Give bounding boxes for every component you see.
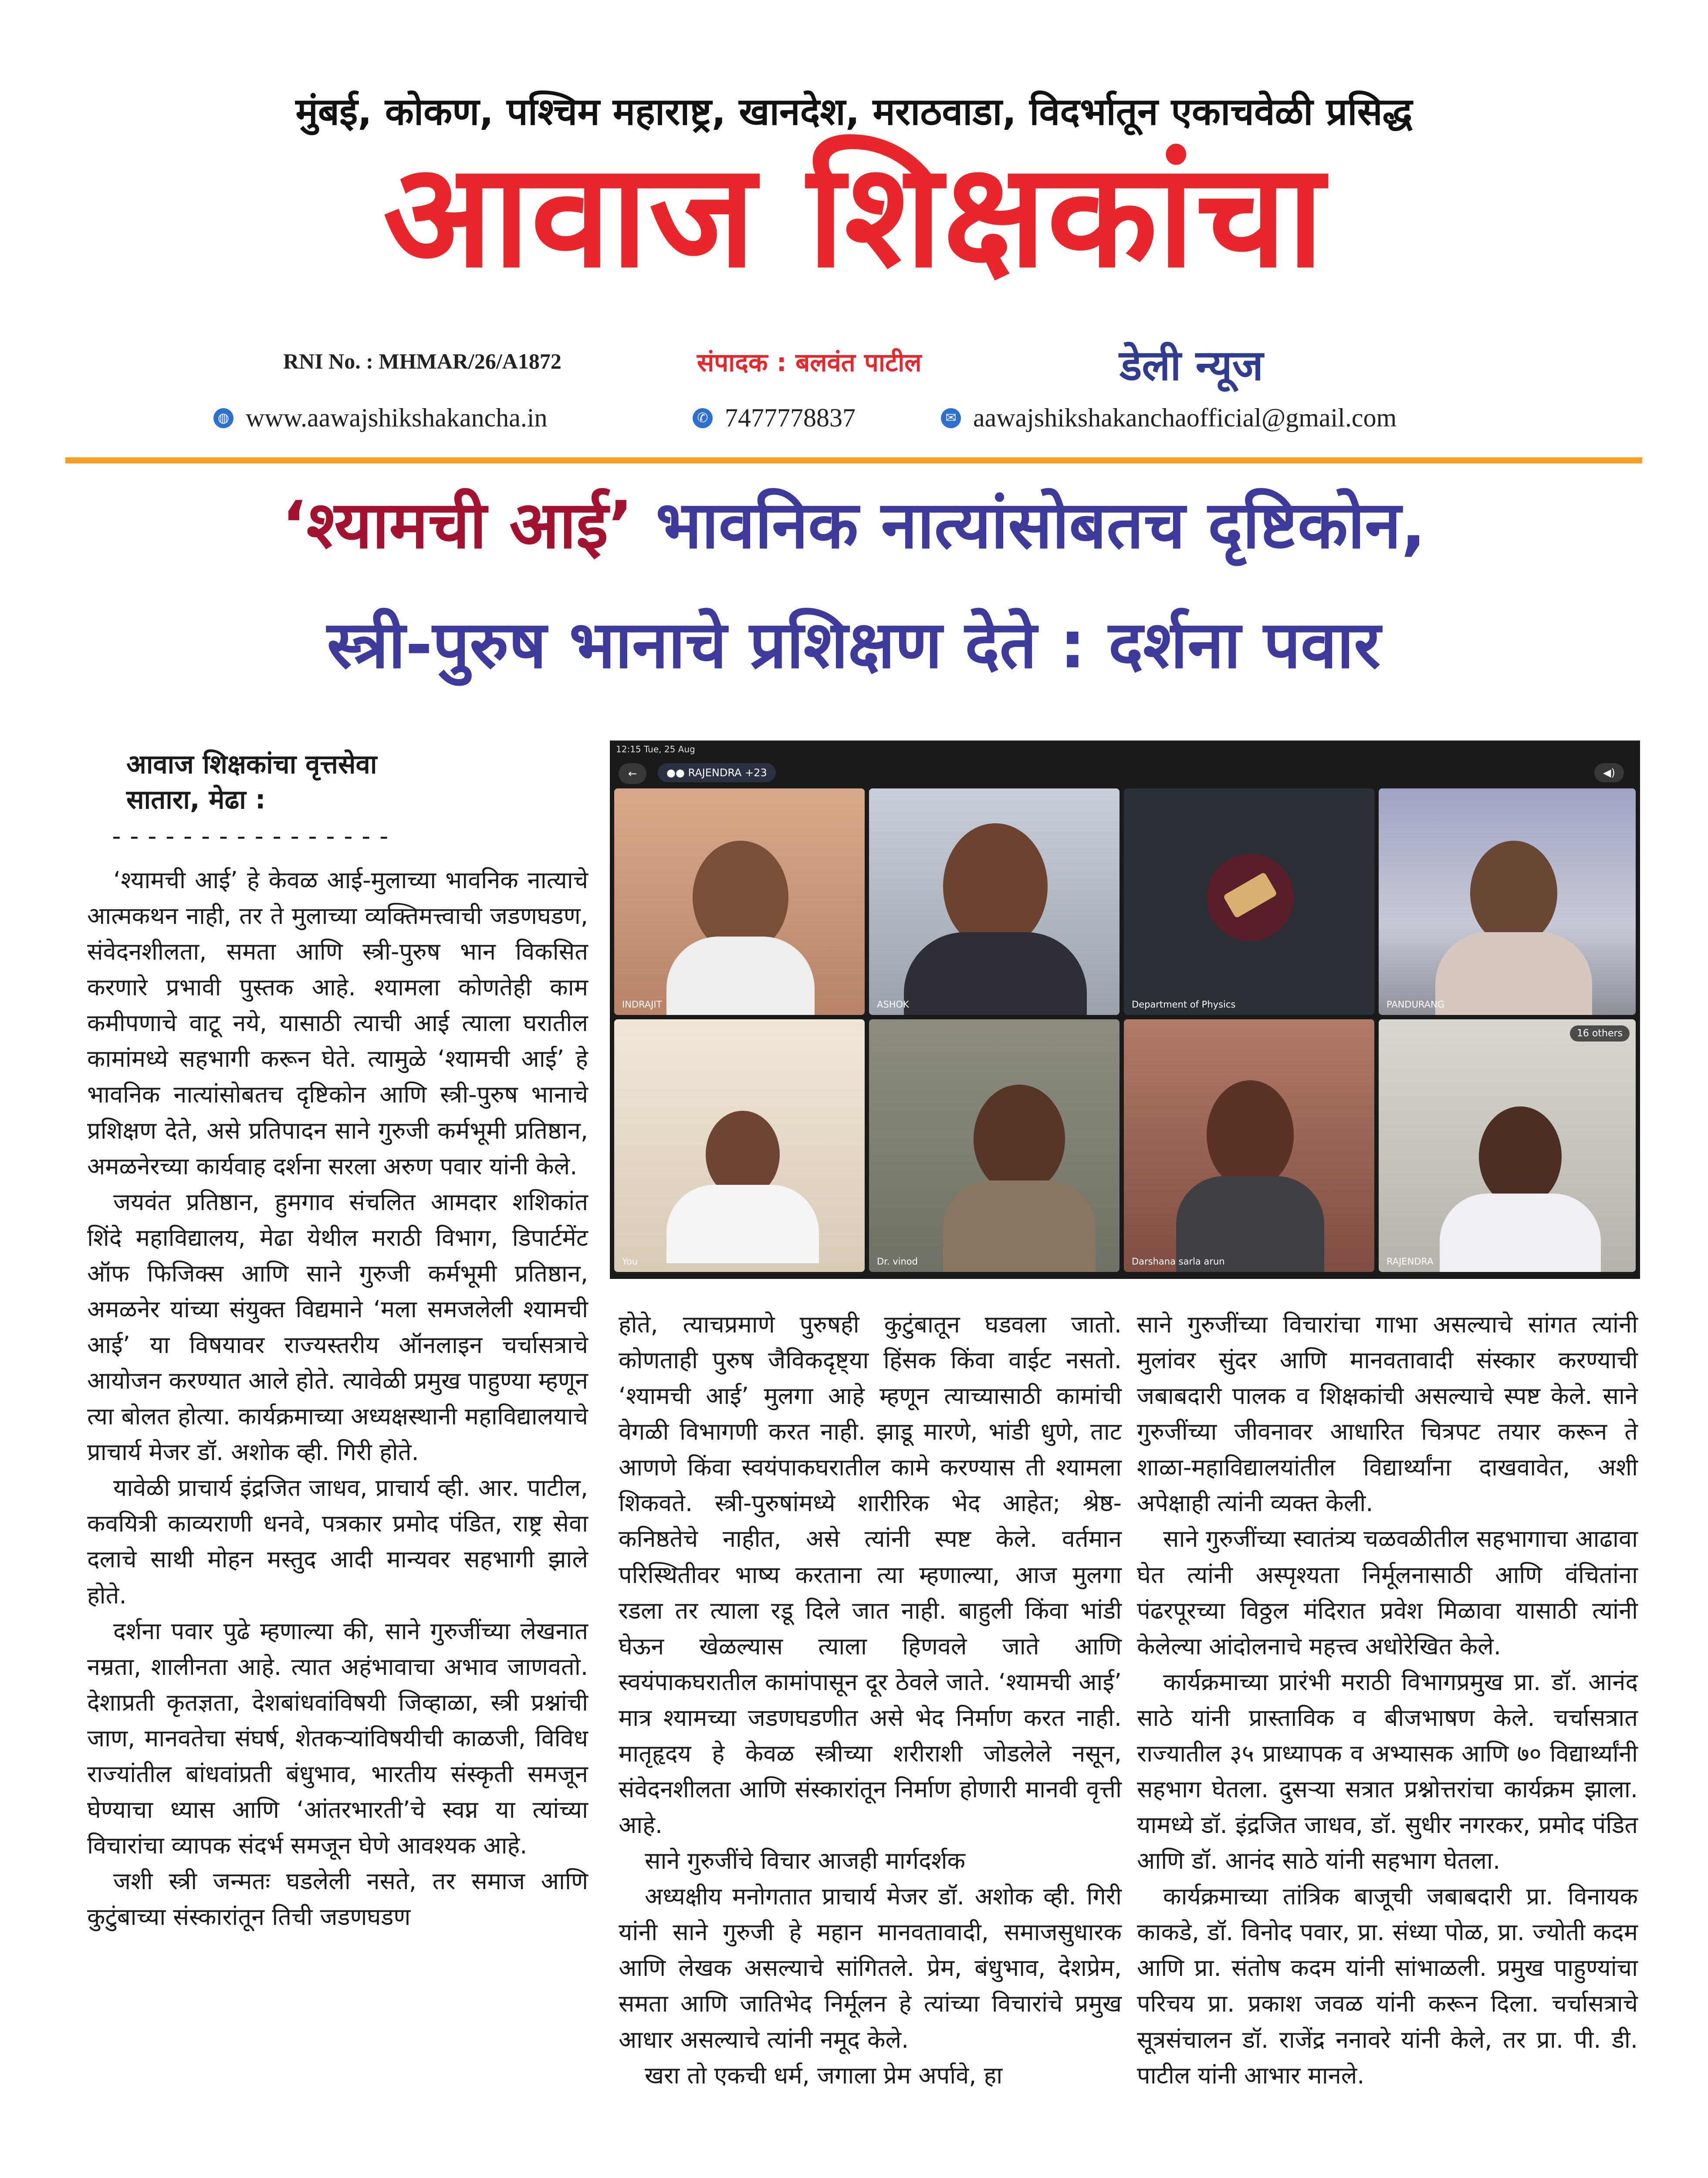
volume-button[interactable] xyxy=(1594,763,1624,782)
paragraph: खरा तो एकची धर्म, जगाला प्रेम अर्पावे, हा xyxy=(645,2061,1003,2089)
email-contact[interactable] xyxy=(941,403,1397,433)
website-contact[interactable] xyxy=(213,403,548,433)
participant-tile[interactable] xyxy=(1379,1019,1636,1272)
participants-icon: ●● xyxy=(666,767,688,779)
byline-separator: ---------------- xyxy=(109,821,394,851)
email-icon: ✉ xyxy=(941,408,961,428)
participant-photo xyxy=(1207,1080,1294,1189)
participant-tile[interactable] xyxy=(869,788,1120,1015)
headline-line1-rest: भावनिक नात्यांसोबतच दृष्टिकोन, xyxy=(633,487,1426,563)
headline-line-2: स्त्री-पुरुष भानाचे प्रशिक्षण देते : दर्शना पवार xyxy=(327,607,1381,683)
participant-tile[interactable] xyxy=(614,1019,865,1272)
participant-shirt xyxy=(666,1185,819,1263)
byline-place: सातारा, मेढा : xyxy=(126,785,266,815)
headline-quote: ‘श्यामची आई’ xyxy=(281,487,633,563)
paragraph: होते, त्याचप्रमाणे पुरुषही कुटुंबातून घडवला जातो. कोणताही पुरुष जैविकदृष्ट्या हिंसक किंवा वाईट नसतो. ‘श्यामची आई’ मुलगा आहे म्हणून त्याच्यासाठी कामांची वेगळी विभागणी करत नाही. झाडू मारणे, भांडी धुणे, ताट आणणे किंवा स्वयंपाकघरातील कामे करण्यास ती श्यामला शिकवते. स्त्री-पुरुषांमध्ये शारीरिक भेद आहेत; श्रेष्ठ-कनिष्ठतेचे नाहीत, असे त्यांनी स्पष्ट केले. वर्तमान परिस्थितीवर भाष्य करताना त्या म्हणाल्या, आज मुलगा रडला तर त्याला रडू दिले जात नाही. बाहुली किंवा भांडी घेऊन खेळल्यास त्याला हिणवले जाते आणि स्वयंपाकघरातील कामांपासून दूर ठेवले जाते. ‘श्यामची आई’ मात्र श्यामच्या जडणघडणीत असे भेद निर्माण करत नाही. मातृहृदय हे केवळ स्त्रीच्या शरीराशी जोडलेले नसून, संवेदनशीलता आणि संस्कारांतून निर्माण होणारी मानवी वृत्ती आहे. xyxy=(619,1311,1122,1839)
subheading: साने गुरुजींचे विचार आजही मार्गदर्शक xyxy=(645,1847,965,1875)
editor-name: संपादक : बलवंत पाटील xyxy=(697,348,922,377)
email-text: aawajshikshakanchaofficial@gmail.com xyxy=(973,403,1397,432)
tile-name: You xyxy=(622,1256,638,1267)
paragraph: जयवंत प्रतिष्ठान, हुमगाव संचलित आमदार शशिकांत शिंदे महाविद्यालय, मेढा येथील मराठी विभाग, डिपार्टमेंट ऑफ फिजिक्स आणि साने गुरुजी कर्मभूमी प्रतिष्ठान, अमळनेर यांच्या संयुक्त विद्यमाने ‘मला समजलेली श्यामची आई’ या विषयावर राज्यस्तरीय ऑनलाइन चर्चासत्राचे आयोजन करण्यात आले होते. त्यावेळी प्रमुख पाहुण्या म्हणून त्या बोलत होत्या. कार्यक्रमाच्या अध्यक्षस्थानी महाविद्यालयाचे प्राचार्य मेजर डॉ. अशोक व्ही. गिरी होते. xyxy=(87,1188,588,1466)
tile-name: PANDURANG xyxy=(1387,999,1445,1010)
participant-photo xyxy=(943,823,1048,950)
participant-shirt xyxy=(904,932,1087,1015)
paragraph: ‘श्यामची आई’ हे केवळ आई-मुलाच्या भावनिक नात्याचे आत्मकथन नाही, तर ते मुलाच्या व्यक्तिमत्त्वाची जडणघडण, संवेदनशीलता, समता आणि स्त्री-पुरुष भान विकसित करणारे प्रभावी पुस्तक आहे. श्यामला कोणतेही काम कमीपणाचे वाटू नये, यासाठी त्याची आई त्याला घरातील कामांमध्ये सहभागी करून घेते. त्यामुळे ‘श्यामची आई’ हे भावनिक नात्यांसोबतच दृष्टिकोन आणि स्त्री-पुरुष भानाचे प्रशिक्षण देते, असे प्रतिपादन साने गुरुजी कर्मभूमी प्रतिष्ठान, अमळनेरच्या कार्यवाह दर्शना सरला अरुण पवार यांनी केले. xyxy=(87,866,588,1180)
participant-shirt xyxy=(1435,932,1592,1015)
participant-shirt xyxy=(943,1180,1096,1272)
paragraph: कार्यक्रमाच्या तांत्रिक बाजूची जबाबदारी प्रा. विनायक काकडे, डॉ. विनोद पवार, प्रा. संध्या पोळ, प्रा. ज्योती कदम आणि प्रा. संतोष कदम यांनी सांभाळली. प्रमुख पाहुण्यांचा परिचय प्रा. प्रकाश जवळ यांनी करून दिला. चर्चासत्राचे सूत्रसंचालन डॉ. राजेंद्र ननावरे यांनी केले, तर प्रा. पी. डी. पाटील यांनी आभार मानले. xyxy=(1137,1883,1638,2089)
tagline: मुंबई, कोकण, पश्चिम महाराष्ट्र, खानदेश, मराठवाडा, विदर्भातून एकाचवेळी प्रसिद्ध xyxy=(295,90,1413,134)
meeting-screenshot xyxy=(610,741,1640,1279)
article-column-1 xyxy=(87,862,588,1935)
participant-tile[interactable] xyxy=(614,788,865,1015)
tile-name: RAJENDRA xyxy=(1387,1256,1434,1267)
paragraph: यावेळी प्राचार्य इंद्रजित जाधव, प्राचार्य व्ही. आर. पाटील, कवयित्री काव्यराणी धनवे, पत्रकार प्रमोद पंडित, राष्ट्र सेवा दलाचे साथी मोहन मस्तुद आदी मान्यवर सहभागी झाले होते. xyxy=(87,1474,588,1609)
meeting-pill[interactable] xyxy=(658,763,776,782)
others-badge[interactable]: 16 others xyxy=(1570,1025,1630,1042)
phone-contact[interactable] xyxy=(693,403,856,433)
tile-name: ASHOK xyxy=(877,999,909,1010)
phone-text: 7477778837 xyxy=(725,403,856,432)
participant-photo xyxy=(1479,1106,1562,1207)
status-time: 12:15 Tue, 25 Aug xyxy=(616,744,695,754)
paragraph: जशी स्त्री जन्मतः घडलेली नसते, तर समाज आणि कुटुंबाच्या संस्कारांतून तिची जडणघडण xyxy=(87,1867,588,1931)
participant-tile[interactable] xyxy=(1379,788,1636,1015)
article-column-2 xyxy=(619,1307,1122,2093)
tile-name: INDRAJIT xyxy=(622,999,662,1010)
paragraph: कार्यक्रमाच्या प्रारंभी मराठी विभागप्रमुख प्रा. डॉ. आनंद साठे यांनी प्रास्ताविक व बीजभाषण केले. चर्चासत्रात राज्यातील ३५ प्राध्यापक व अभ्यासक आणि ७० विद्यार्थ्यांनी सहभाग घेतला. दुसऱ्या सत्रात प्रश्नोत्तरांचा कार्यक्रम झाला. यामध्ये डॉ. इंद्रजित जाधव, डॉ. सुधीर नगरकर, प्रमोद पंडित आणि डॉ. आनंद साठे यांनी सहभाग घेतला. xyxy=(1137,1668,1638,1875)
headline-line-1 xyxy=(65,488,1642,563)
participant-shirt xyxy=(666,937,815,1015)
paragraph: साने गुरुजींच्या स्वातंत्र्य चळवळीतील सहभागाचा आढावा घेत त्यांनी अस्पृश्यता निर्मूलनासाठी आणि वंचितांना पंढरपूरच्या विठ्ठल मंदिरात प्रवेश मिळावा यासाठी त्यांनी केलेल्या आंदोलनाचे महत्त्व अधोरेखित केले. xyxy=(1137,1525,1638,1660)
back-button[interactable]: ← xyxy=(619,763,646,784)
participant-shirt xyxy=(1440,1194,1601,1272)
volume-icon: ◀) xyxy=(1603,767,1615,779)
paragraph: साने गुरुजींच्या विचारांचा गाभा असल्याचे सांगत त्यांनी मुलांवर सुंदर आणि मानवतावादी संस्कार करण्याची जबाबदारी पालक व शिक्षकांची असल्याचे स्पष्ट केले. साने गुरुजींच्या जीवनावर आधारित चित्रपट तयार करून ते शाळा-महाविद्यालयांतील विद्यार्थ्यांना दाखवावेत, अशी अपेक्षाही त्यांनी व्यक्त केली. xyxy=(1137,1311,1638,1517)
daily-news-label: डेली न्यूज xyxy=(1120,341,1263,390)
paragraph: दर्शना पवार पुढे म्हणाल्या की, साने गुरुजींच्या लेखनात नम्रता, शालीनता आहे. त्यात अहंभावाचा अभाव जाणवतो. देशाप्रती कृतज्ञता, देशबांधवांविषयी जिव्हाळा, स्त्री प्रश्नांची जाण, मानवतेचा संघर्ष, शेतकऱ्यांविषयीची काळजी, विविध राज्यांतील बांधवांप्रती बंधुभाव, भारतीय संस्कृती समजून घेण्याचा ध्यास आणि ‘आंतरभारती’चे स्वप्न या त्यांच्या विचारांचा व्यापक संदर्भ समजून घेणे आवश्यक आहे. xyxy=(87,1617,588,1860)
website-text: www.aawajshikshakancha.in xyxy=(246,403,548,432)
tile-name: Darshana sarla arun xyxy=(1132,1256,1225,1267)
participant-photo xyxy=(974,1085,1065,1194)
participant-tile[interactable] xyxy=(1124,1019,1374,1272)
tile-name: Dr. vinod xyxy=(877,1256,918,1267)
participant-tile[interactable] xyxy=(1124,788,1374,1015)
article-column-3 xyxy=(1137,1307,1638,2093)
tile-name: Department of Physics xyxy=(1132,999,1236,1010)
participant-photo xyxy=(1470,841,1557,945)
byline-service: आवाज शिक्षकांचा वृत्तसेवा xyxy=(126,749,377,780)
header-rule xyxy=(65,457,1642,463)
participant-tile[interactable] xyxy=(869,1019,1120,1272)
globe-icon: ◍ xyxy=(213,408,233,428)
phone-icon: ✆ xyxy=(693,408,713,428)
paragraph: अध्यक्षीय मनोगतात प्राचार्य मेजर डॉ. अशोक व्ही. गिरी यांनी साने गुरुजी हे महान मानवतावादी, समाजसुधारक आणि लेखक असल्याचे सांगितले. प्रेम, बंधुभाव, देशप्रेम, समता आणि जातिभेद निर्मूलन हे त्यांच्या विचारांचे प्रमुख आधार असल्याचे त्यांनी नमूद केले. xyxy=(619,1883,1122,2053)
byline xyxy=(126,747,377,818)
rni-number: RNI No. : MHMAR/26/A1872 xyxy=(283,349,561,373)
masthead-title: आवाज शिक्षकांचा xyxy=(383,132,1325,299)
meeting-label: RAJENDRA +23 xyxy=(688,767,767,779)
